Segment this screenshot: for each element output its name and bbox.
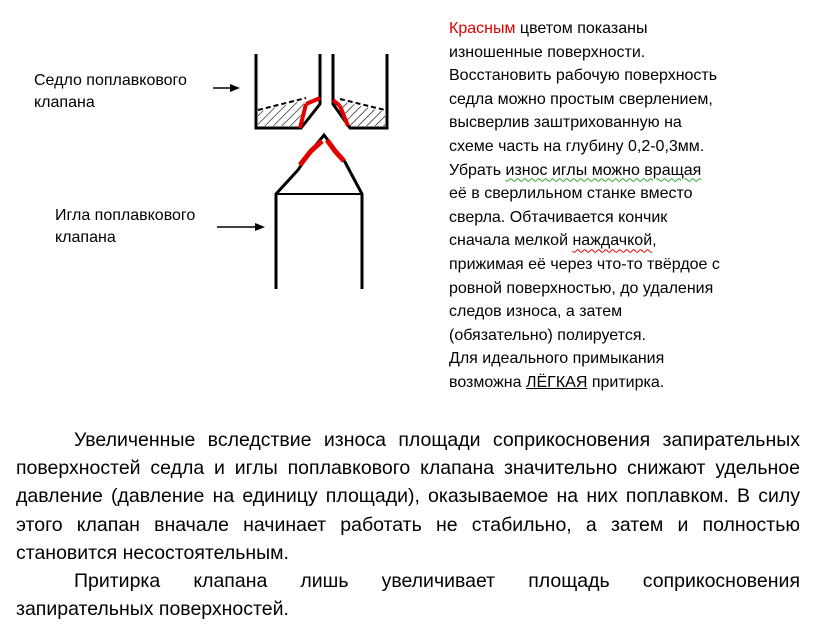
arrow-seat <box>213 84 240 92</box>
note-line: схеме часть на глубину 0,2-0,3мм. <box>449 137 705 155</box>
note-line: Восстановить рабочую поверхность <box>449 67 718 85</box>
note-lapping-word: ЛЁГКАЯ <box>525 373 588 391</box>
seat-label-line2: клапана <box>34 94 95 111</box>
needle-wear-left <box>300 141 322 165</box>
arrow-needle <box>217 223 265 231</box>
note-line: изношенные поверхности. <box>449 43 646 61</box>
needle-label-line2: клапана <box>55 229 116 246</box>
note-remove-prefix: Убрать <box>449 161 506 179</box>
note-line: высверлив заштрихованную на <box>449 114 682 132</box>
note-sandpaper-suffix: , <box>652 232 657 250</box>
note-line: ровной поверхностью, до удаления <box>449 279 714 297</box>
note-lapping-suffix: притирка. <box>587 373 665 391</box>
paragraph-1: Увеличенные вследствие износа площади соприкосновения запирательных поверхностей седла и иглы поплавкового клапана значительно снижают удельное давление (давление на единицу площади), оказываемое на них поплавком. В силу этого клапан вначале начинает работать не стабильно, а затем и полностью становится несостоятельным. <box>16 429 800 564</box>
note-line: (обязательно) полируется. <box>449 326 646 344</box>
note-remove-underlined: износ иглы можно вращая <box>505 161 702 179</box>
note-lapping-prefix: возможна <box>449 373 526 391</box>
note-line: её в сверлильном станке вместо <box>449 185 693 203</box>
note-line: седла можно простым сверлением, <box>449 90 713 108</box>
valve-needle <box>276 135 362 289</box>
repair-note <box>449 17 814 395</box>
seat-label-line1: Седло поплавкового <box>34 72 187 89</box>
note-sandpaper-word: наждачкой <box>572 232 653 250</box>
note-sandpaper-prefix: сначала мелкой <box>449 232 573 250</box>
seat-wear-left <box>306 98 320 104</box>
explanation-text <box>16 426 800 623</box>
note-line-1-rest: цветом показаны <box>515 20 648 37</box>
needle-label-line1: Игла поплавкового <box>55 207 196 224</box>
valve-seat-left <box>256 54 320 128</box>
seat-label <box>34 70 187 114</box>
needle-label <box>55 205 195 249</box>
note-line: прижимая её через что-то твёрдое с <box>449 255 720 273</box>
needle-wear-right <box>327 140 344 161</box>
note-line: следов износа, а затем <box>449 303 623 321</box>
note-line: сверла. Обтачивается кончик <box>449 208 668 226</box>
note-red-word: Красным <box>449 20 516 37</box>
note-line: Для идеального примыкания <box>449 350 665 368</box>
paragraph-2: Притирка клапана лишь увеличивает площадь соприкосновения запирательных поверхностей. <box>16 570 800 621</box>
valve-seat-right <box>333 54 387 128</box>
